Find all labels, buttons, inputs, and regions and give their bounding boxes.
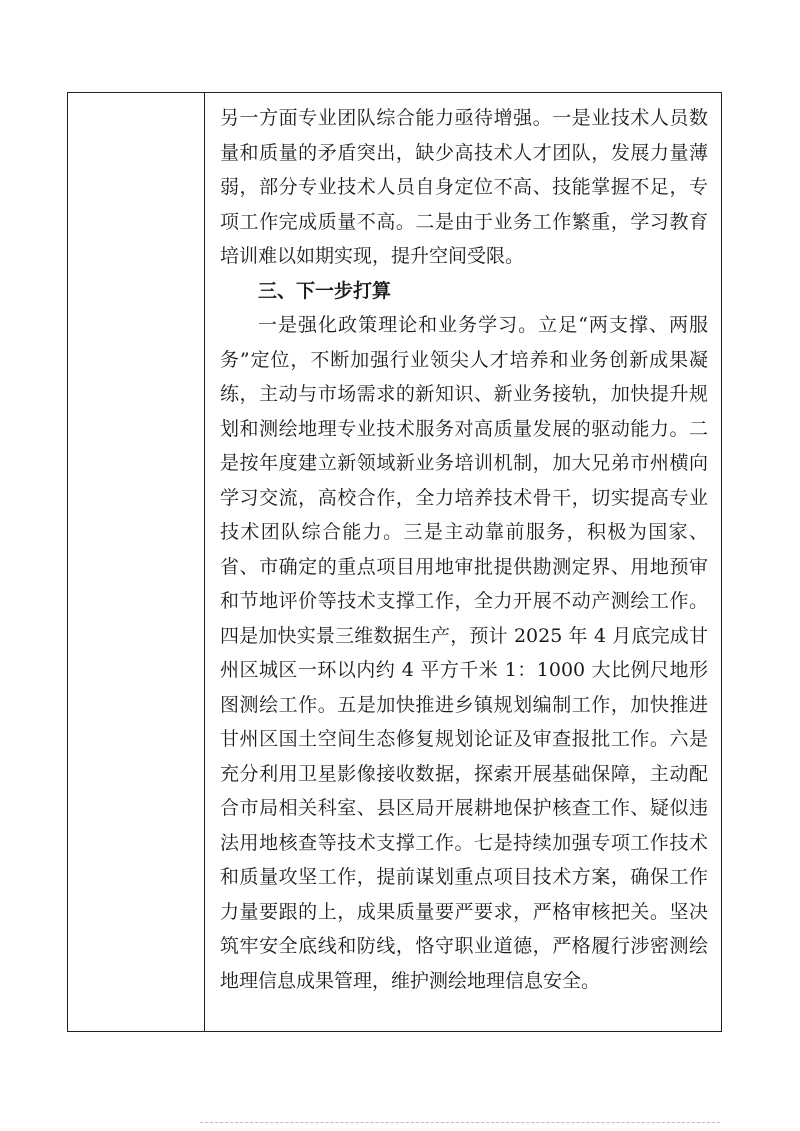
scan-bottom-edge [200, 1122, 720, 1127]
document-table-frame [67, 92, 722, 1032]
plan-paragraph: 一是强化政策理论和业务学习。立足“两支撑、两服务”定位，不断加强行业领尖人才培养和业务创新成果凝练，主动与市场需求的新知识、新业务接轨，加快提升规划和测绘地理专业技术服务对高质量发展的驱动能力。二是按年度建立新领域新业务培训机制，加大兄弟市州横向学习交流，高校合作，全力培养技术骨干，切实提高专业技术团队综合能力。三是主动靠前服务，积极为国家、省、市确定的重点项目用地审批提供勘测定界、用地预审和节地评价等技术支撑工作，全力开展不动产测绘工作。四是加快实景三维数据生产，预计 2025 年 4 月底完成甘州区城区一环以内约 4 平方千米 1：1000 大比例尺地形图测绘工作。五是加快推进乡镇规划编制工作，加快推进甘州区国土空间生态修复规划论证及审查报批工作。六是充分利用卫星影像接收数据，探索开展基础保障，主动配合市局相关科室、县区局开展耕地保护核查工作、疑似违法用地核查等技术支撑工作。七是持续加强专项工作技术和质量攻坚工作，提前谋划重点项目技术方案，确保工作力量要跟的上，成果质量要严要求，严格审核把关。坚决筑牢安全底线和防线，恪守职业道德，严格履行涉密测绘地理信息成果管理，维护测绘地理信息安全。 [220, 314, 708, 992]
intro-paragraph: 另一方面专业团队综合能力亟待增强。一是业技术人员数量和质量的矛盾突出，缺少高技术人才团队，发展力量薄弱，部分专业技术人员自身定位不高、技能掌握不足，专项工作完成质量不高。二是由于业务工作繁重，学习教育培训难以如期实现，提升空间受限。 [220, 107, 708, 267]
table-label-column [68, 93, 205, 1031]
section-heading: 三、下一步打算 [258, 279, 392, 302]
table-content-cell [220, 101, 708, 998]
